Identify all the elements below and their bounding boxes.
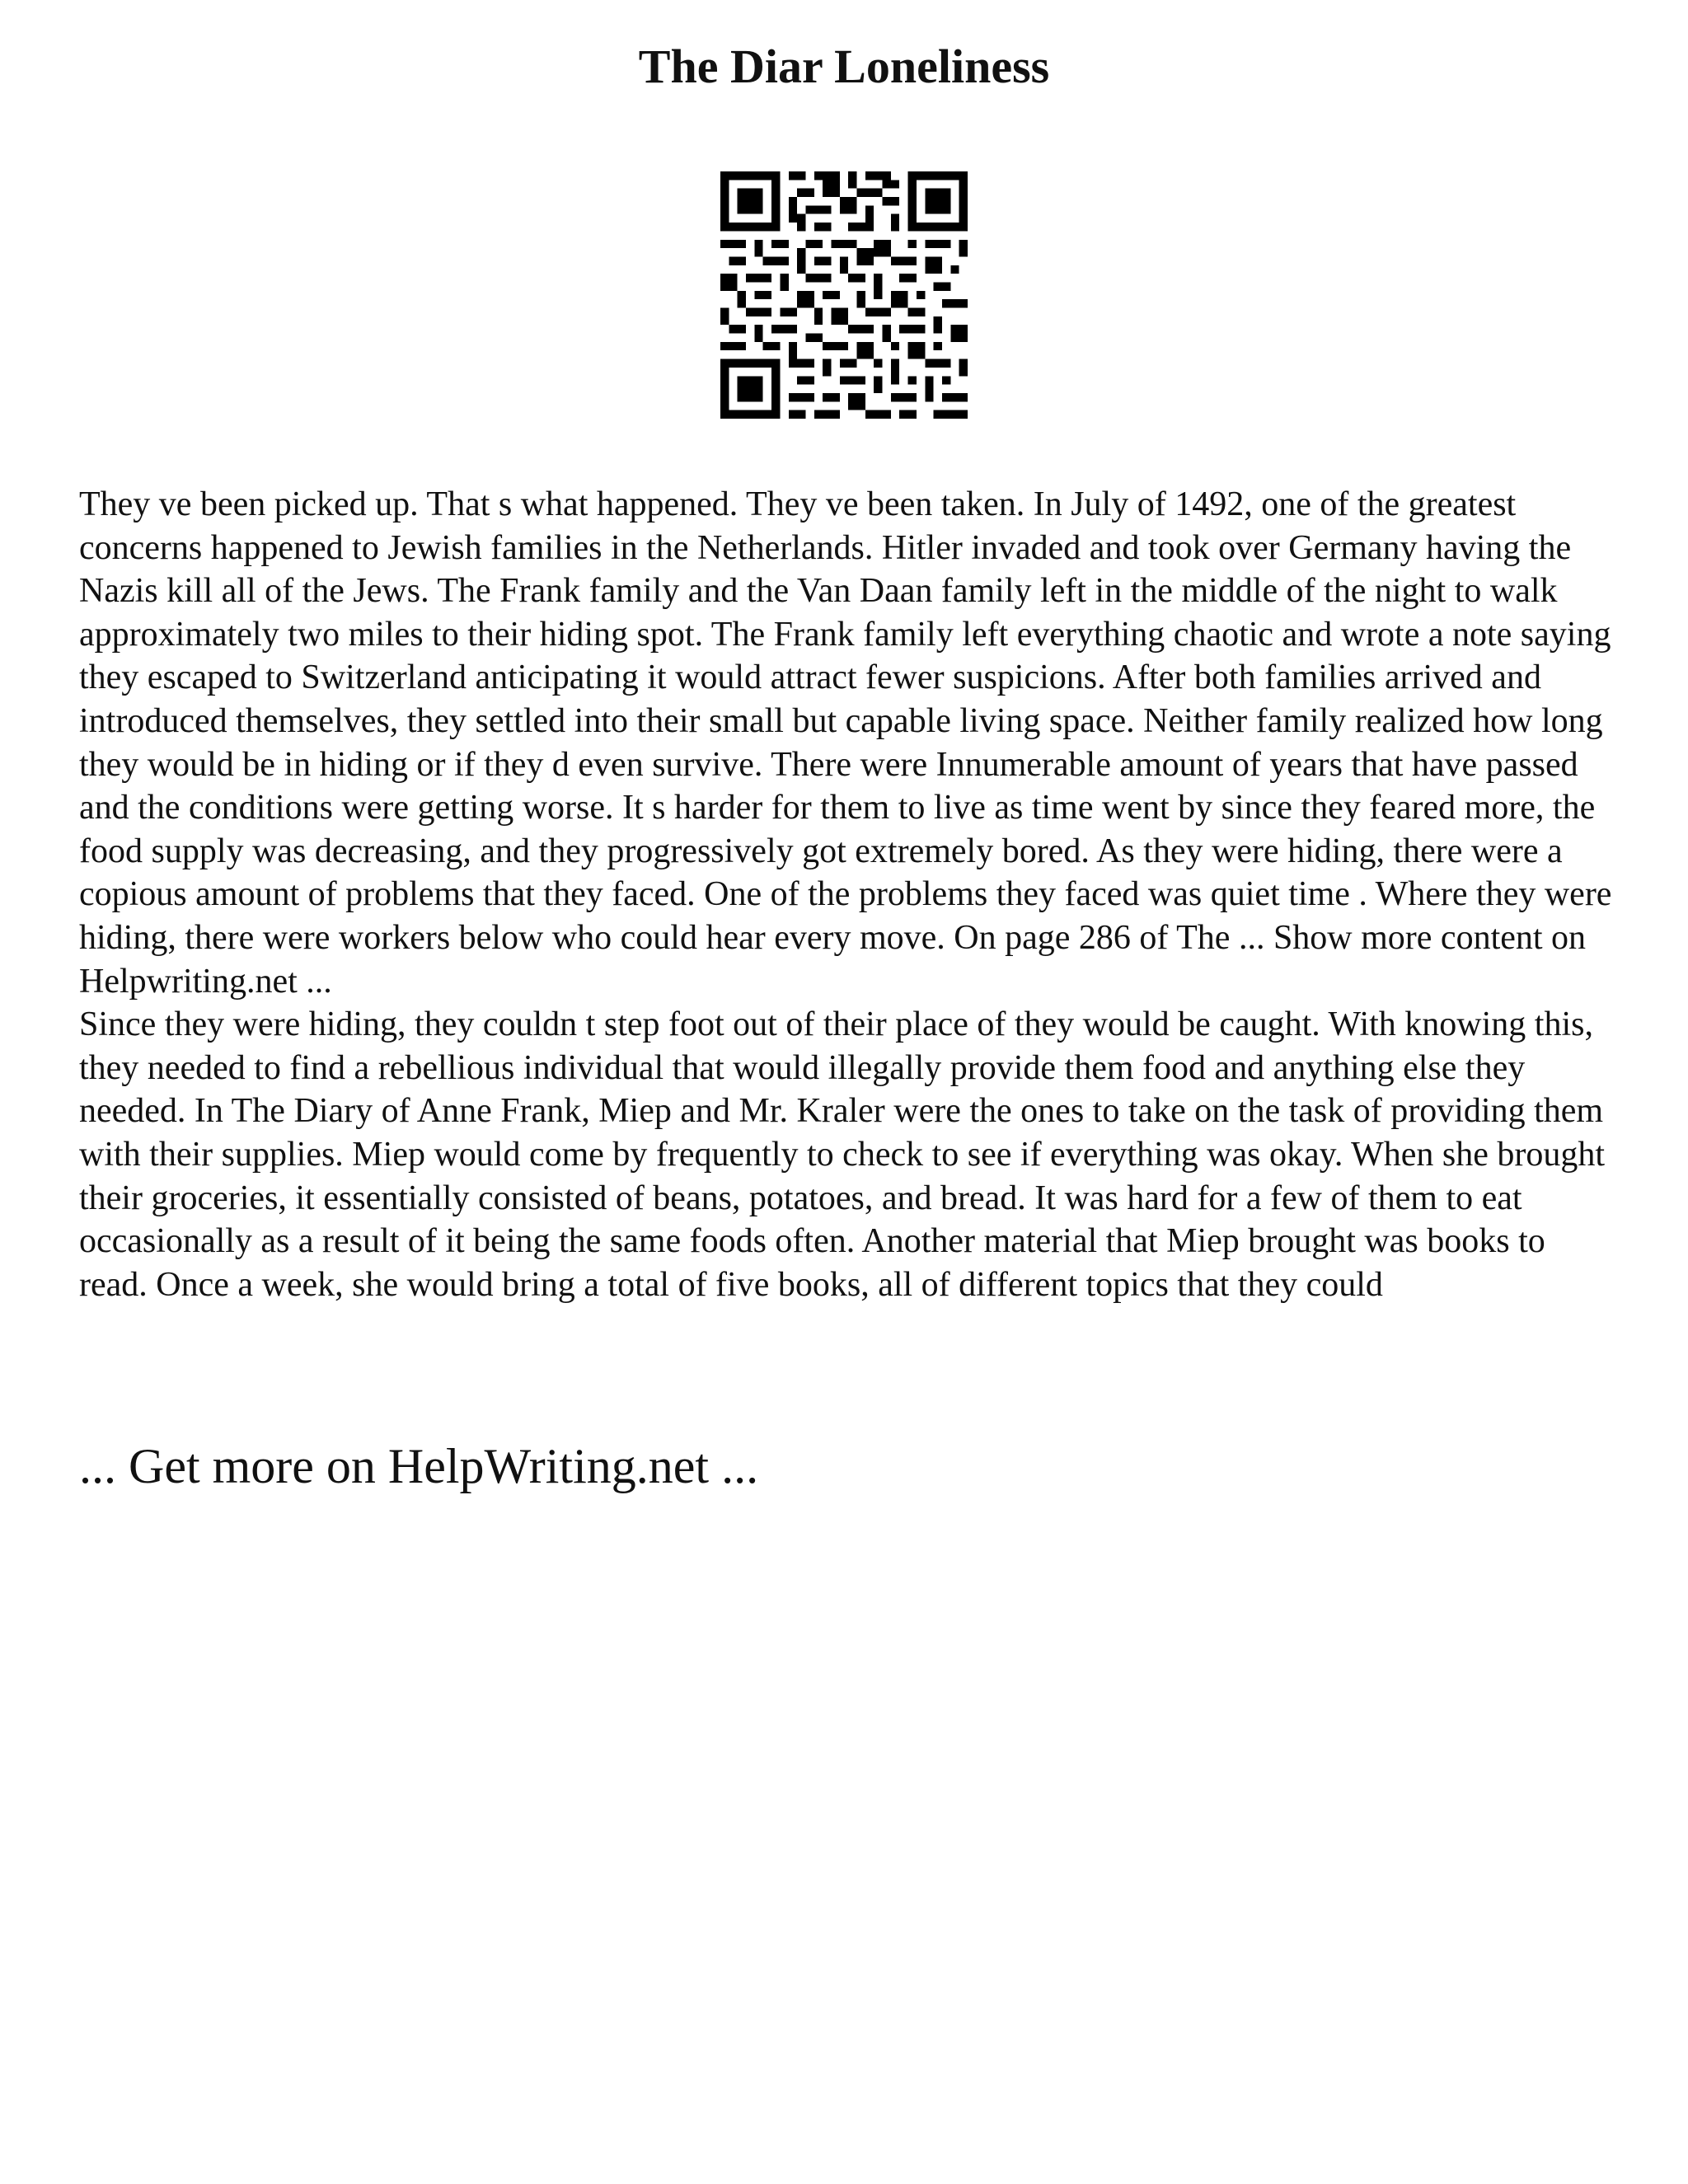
- page-title: The Diar Loneliness: [638, 40, 1050, 93]
- get-more-link[interactable]: ... Get more on HelpWriting.net ...: [79, 1439, 759, 1493]
- article-paragraph: They ve been picked up. That s what happened. They ve been taken. In July of 1492, one of the greatest concerns happened to Jewish families in the Netherlands. Hitler invaded and took over Germany having the Nazis kill all of the Jews. The Frank family and the Van Daan family left in the middle of the night to walk approximately two miles to their hiding spot. The Frank family left everything chaotic and wrote a note saying they escaped to Switzerland anticipating it would attract fewer suspicions. After both families arrived and introduced themselves, they settled into their small but capable living space. Neither family realized how long they would be in hiding or if they d even survive. There were Innumerable amount of years that have passed and the conditions were getting worse. It s harder for them to live as time went by since they feared more, the food supply was decreasing, and they progressively got extremely bored. As they were hiding, there were a copious amount of problems that they faced. One of the problems they faced was quiet time . Where they were hiding, there were workers below who could hear every move. On page 286 of The ... Show more content on Helpwriting.net ...: [79, 485, 1612, 1001]
- article-paragraph: Since they were hiding, they couldn t step foot out of their place of they would be caught. With knowing this, they needed to find a rebellious individual that would illegally provide them food and anything else they needed. In The Diary of Anne Frank, Miep and Mr. Kraler were the ones to take on the task of providing them with their supplies. Miep would come by frequently to check to see if everything was okay. When she brought their groceries, it essentially consisted of beans, potatoes, and bread. It was hard for a few of them to eat occasionally as a result of it being the same foods often. Another material that Miep brought was books to read. Once a week, she would bring a total of five books, all of different topics that they could: [79, 1005, 1606, 1304]
- article-body: [79, 483, 1620, 1306]
- qr-code-icon: [720, 171, 968, 419]
